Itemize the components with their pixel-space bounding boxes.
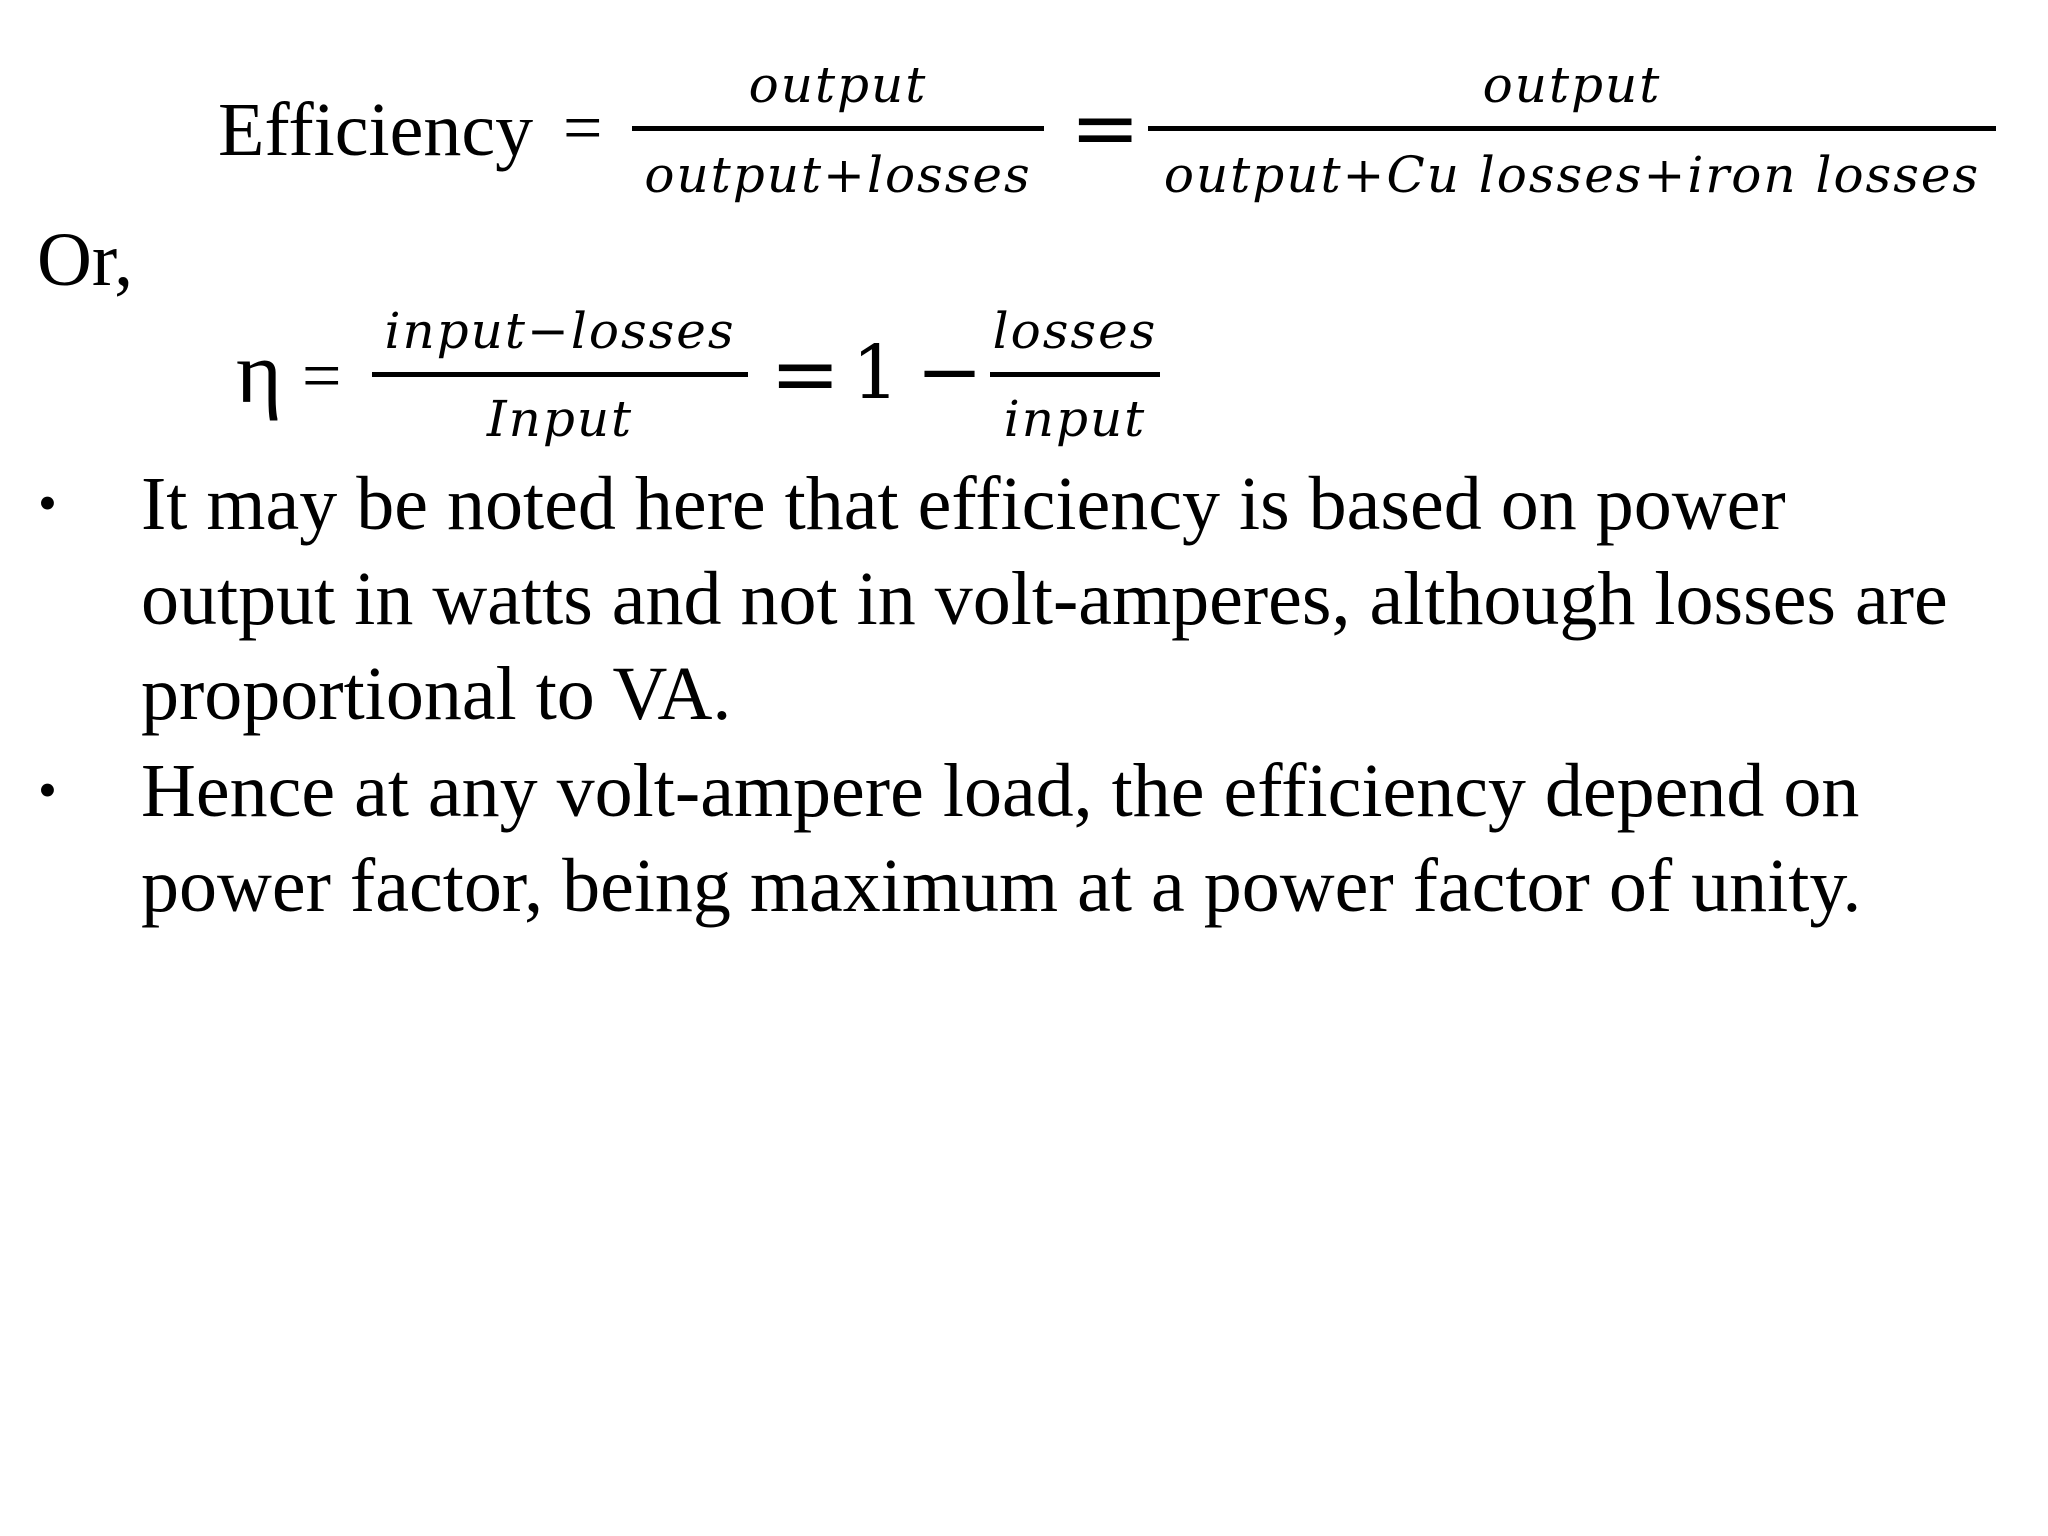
numerator-losses: losses <box>992 302 1158 360</box>
minus-sign: − <box>916 325 984 418</box>
denominator-output-plus-cu-and-iron-losses: output+Cu losses+iron losses <box>1163 146 1981 204</box>
numerator-output: output <box>748 56 928 114</box>
fraction-bar <box>372 372 748 377</box>
efficiency-label: Efficiency <box>218 88 534 172</box>
numerator-input-minus-losses: input−losses <box>384 302 736 360</box>
bullet-text-line: power factor, being maximum at a power factor of unity. <box>141 844 1862 928</box>
eta-symbol: η <box>236 325 283 422</box>
or-connector: Or, <box>37 218 134 302</box>
bullet-marker: • <box>38 473 57 533</box>
equals-sign: = <box>1070 79 1141 177</box>
bullet-text-line: output in watts and not in volt-amperes, although losses are <box>141 557 1948 641</box>
equals-sign: = <box>563 90 603 167</box>
bullet-marker: • <box>38 760 57 820</box>
fraction-bar <box>632 126 1044 131</box>
denominator-output-plus-losses: output+losses <box>644 146 1032 204</box>
bullet-text-line: Hence at any volt-ampere load, the efficiency depend on <box>141 749 1860 833</box>
denominator-input: Input <box>486 390 634 448</box>
numerator-output: output <box>1482 56 1662 114</box>
fraction-bar <box>1148 126 1996 131</box>
fraction-bar <box>990 372 1160 377</box>
denominator-input: input <box>1003 390 1147 448</box>
bullet-text-line: proportional to VA. <box>141 652 732 736</box>
equals-sign: = <box>770 325 841 423</box>
bullet-text-line: It may be noted here that efficiency is based on power <box>141 462 1786 546</box>
equals-sign: = <box>302 338 342 415</box>
number-one: 1 <box>852 330 900 416</box>
